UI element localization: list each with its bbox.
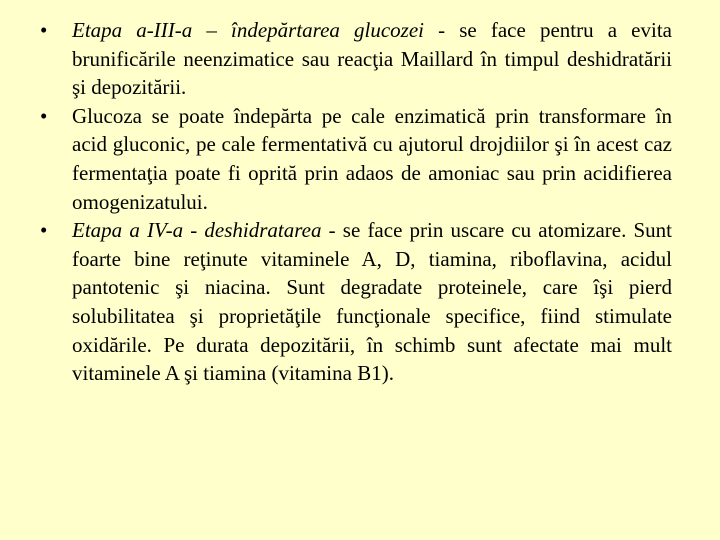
bullet-dot-icon: •	[40, 103, 48, 128]
bullet-lead-text: Etapa a IV-a - deshidratarea	[72, 218, 322, 243]
slide-content	[40, 16, 672, 388]
bullet-body-text: - se face prin uscare cu atomizare. Sunt foarte bine reţinute vitaminele A, D, tiamina, riboflavina, acidul pantotenic şi niacina. Sunt degradate proteinele, care îşi pierd solubilitatea şi proprietăţile funcţionale specifice, fiind stimulate oxidările. Pe durata depozitării, în schimb sunt afectate mai mult vitaminele A şi tiamina (vitamina B1).	[72, 218, 672, 386]
bullet-lead-text: Etapa a-III-a – îndepărtarea glucozei	[72, 18, 424, 42]
bullet-item-glucose-removal	[40, 16, 672, 102]
bullet-list	[40, 16, 672, 388]
bullet-item-dehydration	[40, 216, 672, 388]
bullet-item-glucose-methods	[40, 102, 672, 216]
bullet-dot-icon: •	[40, 218, 48, 243]
bullet-body-text: Glucoza se poate îndepărta pe cale enzimatică prin transformare în acid gluconic, pe cale fermentativă cu ajutorul drojdiilor şi în acest caz fermentaţia poate fi oprită prin adaos de amoniac sau prin acidifierea omogenizatului.	[72, 103, 672, 214]
bullet-body-text: - se face pentru a evita brunificările neenzimatice sau reacţia Maillard în timpul deshidratării şi depozitării.	[72, 18, 672, 100]
bullet-dot-icon: •	[40, 18, 48, 42]
